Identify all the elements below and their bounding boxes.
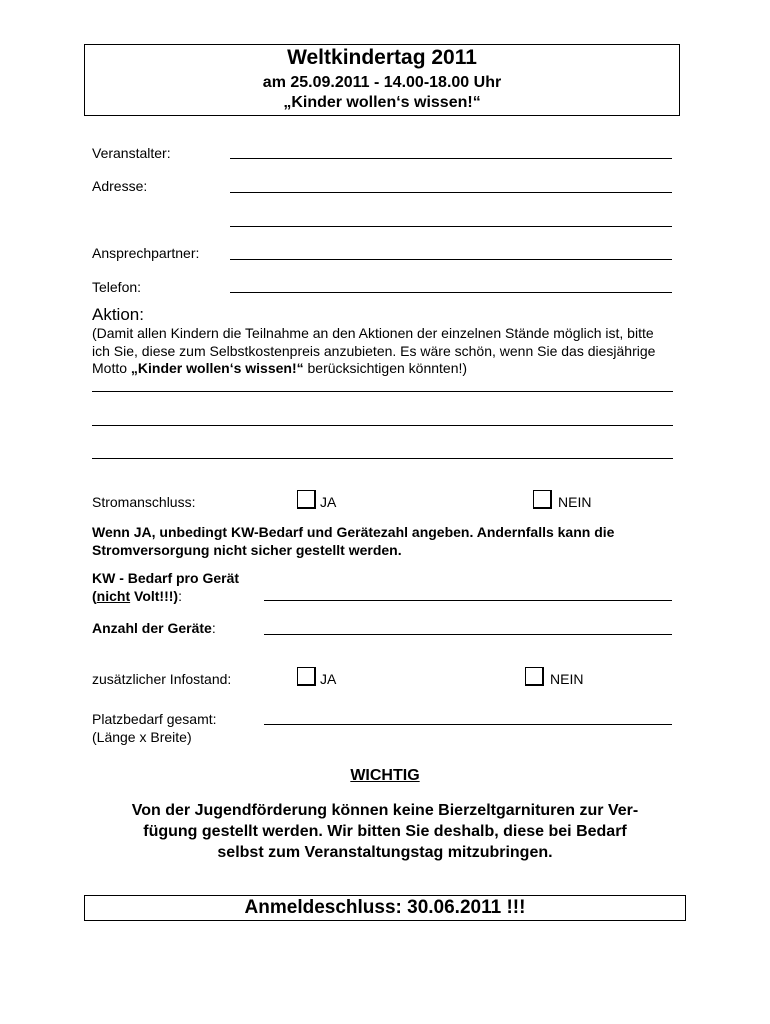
space-field[interactable] xyxy=(264,724,672,725)
contact-label: Ansprechpartner: xyxy=(92,245,200,261)
infostand-no-label: NEIN xyxy=(550,671,584,687)
infostand-label: zusätzlicher Infostand: xyxy=(92,671,232,687)
action-line-3[interactable] xyxy=(92,458,673,459)
action-line-2[interactable] xyxy=(92,425,673,426)
infostand-yes-label: JA xyxy=(320,671,337,687)
kw-field[interactable] xyxy=(264,600,672,601)
address-field-1[interactable] xyxy=(230,192,672,193)
space-label-line2: (Länge x Breite) xyxy=(92,729,192,745)
deadline-text: Anmeldeschluss: 30.06.2011 !!! xyxy=(244,897,526,918)
organizer-field[interactable] xyxy=(230,158,672,159)
important-heading: WICHTIG xyxy=(350,767,420,784)
power-yes-label: JA xyxy=(320,494,337,510)
action-description xyxy=(92,325,674,378)
power-note: Wenn JA, unbedingt KW-Bedarf und Gerätezahl angeben. Andernfalls kann die Stromversorgung nicht sicher gestellt werden. xyxy=(92,524,615,558)
action-text-end: berücksichtigen könnten!) xyxy=(303,360,468,376)
kw-open: ( xyxy=(92,588,97,604)
kw-nicht: nicht xyxy=(96,588,131,604)
phone-field[interactable] xyxy=(230,292,672,293)
important-line-2: fügung gestellt werden. Wir bitten Sie deshalb, diese bei Bedarf xyxy=(143,823,627,840)
action-line-1[interactable] xyxy=(92,391,673,392)
device-count-label xyxy=(92,620,216,636)
space-label-line1: Platzbedarf gesamt: xyxy=(92,711,217,727)
kw-rest: Volt!!!) xyxy=(130,588,179,604)
action-text-start: (Damit allen Kindern die Teilnahme an den Aktionen der einzelnen Stände möglich ist, bitte ich Sie, diese zum Selbstkostenpreis anzubieten. Es wäre schön, wenn Sie das diesjährige Motto xyxy=(92,325,656,376)
phone-label: Telefon: xyxy=(92,279,142,295)
important-line-1: Von der Jugendförderung können keine Bierzeltgarnituren zur Ver- xyxy=(131,802,639,819)
action-motto: „Kinder wollen‘s wissen!“ xyxy=(130,360,304,376)
event-motto: „Kinder wollen‘s wissen!“ xyxy=(283,94,481,111)
power-no-label: NEIN xyxy=(558,494,592,510)
device-count-text: Anzahl der Geräte xyxy=(92,620,212,636)
kw-label-line1: KW - Bedarf pro Gerät xyxy=(92,570,240,586)
space-label xyxy=(92,710,217,746)
important-line-3: selbst zum Veranstaltungstag mitzubringen. xyxy=(217,844,553,861)
form-title: Weltkindertag 2011 xyxy=(287,46,477,69)
kw-label-line2 xyxy=(92,587,239,605)
important-text xyxy=(84,800,686,863)
power-yes-checkbox[interactable] xyxy=(297,490,316,509)
device-count-colon: : xyxy=(211,620,216,636)
power-no-checkbox[interactable] xyxy=(533,490,552,509)
infostand-no-checkbox[interactable] xyxy=(525,667,544,686)
address-field-2[interactable] xyxy=(230,226,672,227)
device-count-field[interactable] xyxy=(264,634,672,635)
address-label: Adresse: xyxy=(92,178,148,194)
action-heading: Aktion: xyxy=(92,305,144,324)
contact-field[interactable] xyxy=(230,259,672,260)
kw-colon: : xyxy=(178,588,182,604)
organizer-label: Veranstalter: xyxy=(92,145,171,161)
event-date: am 25.09.2011 - 14.00-18.00 Uhr xyxy=(262,74,502,91)
kw-label xyxy=(92,569,239,605)
power-label: Stromanschluss: xyxy=(92,494,196,510)
infostand-yes-checkbox[interactable] xyxy=(297,667,316,686)
